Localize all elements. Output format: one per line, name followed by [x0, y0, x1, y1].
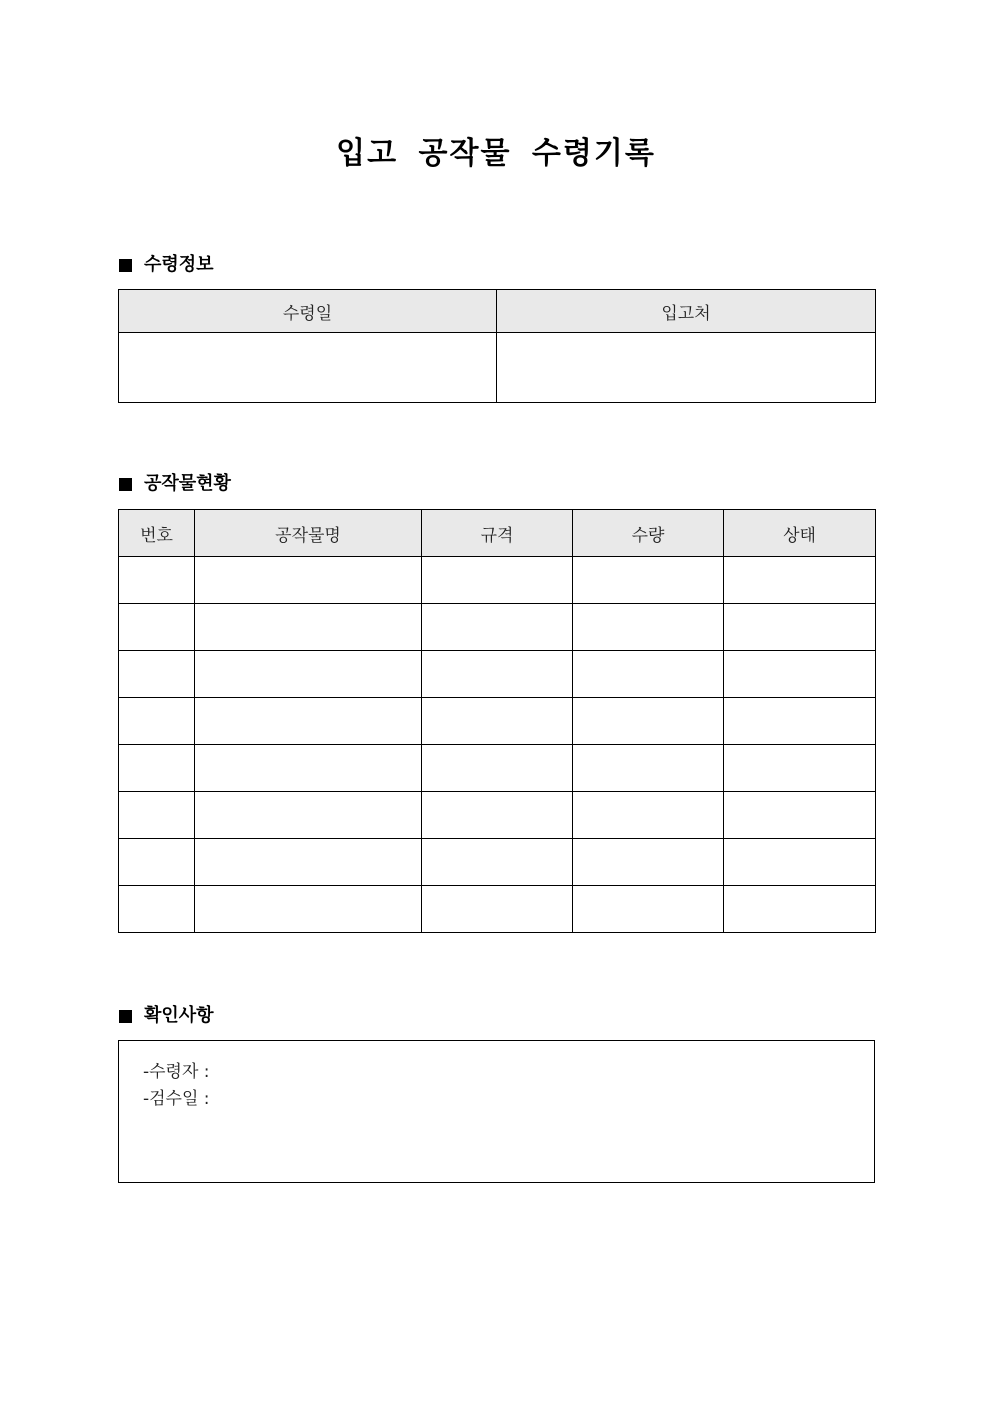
table-row: [119, 839, 876, 886]
quantity-cell[interactable]: [573, 745, 724, 792]
table-row: [119, 698, 876, 745]
table-row: [119, 557, 876, 604]
table-row: [119, 745, 876, 792]
quantity-cell[interactable]: [573, 886, 724, 933]
workpiece-name-cell[interactable]: [195, 839, 422, 886]
table-row: [119, 604, 876, 651]
confirmation-box: [118, 1040, 875, 1183]
header-workpiece-name: 공작물명: [195, 510, 422, 557]
status-cell[interactable]: [724, 604, 876, 651]
workpiece-name-cell[interactable]: [195, 557, 422, 604]
spec-cell[interactable]: [422, 839, 573, 886]
table-row: [119, 792, 876, 839]
header-spec: 규격: [422, 510, 573, 557]
quantity-cell[interactable]: [573, 839, 724, 886]
number-cell[interactable]: [119, 886, 195, 933]
receipt-date-cell[interactable]: [119, 333, 497, 403]
receiver-field-label[interactable]: -수령자 :: [143, 1062, 210, 1082]
spec-cell[interactable]: [422, 745, 573, 792]
workpiece-status-table: [118, 509, 876, 933]
spec-cell[interactable]: [422, 651, 573, 698]
spec-cell[interactable]: [422, 698, 573, 745]
number-cell[interactable]: [119, 792, 195, 839]
section-heading-confirmation: [119, 1004, 214, 1028]
table-header-row: [119, 510, 876, 557]
number-cell[interactable]: [119, 839, 195, 886]
square-bullet-icon: [119, 478, 132, 491]
section-heading-workpieces: [119, 472, 231, 496]
status-cell[interactable]: [724, 651, 876, 698]
status-cell[interactable]: [724, 886, 876, 933]
quantity-cell[interactable]: [573, 557, 724, 604]
table-row: [119, 333, 876, 403]
number-cell[interactable]: [119, 604, 195, 651]
square-bullet-icon: [119, 259, 132, 272]
status-cell[interactable]: [724, 839, 876, 886]
inspection-date-field-label[interactable]: -검수일 :: [143, 1089, 210, 1109]
status-cell[interactable]: [724, 745, 876, 792]
header-quantity: 수량: [573, 510, 724, 557]
document-title: 입고 공작물 수령기록: [336, 136, 656, 171]
status-cell[interactable]: [724, 698, 876, 745]
number-cell[interactable]: [119, 557, 195, 604]
section-heading-label: 공작물현황: [144, 473, 231, 494]
section-heading-label: 수령정보: [144, 254, 214, 275]
number-cell[interactable]: [119, 745, 195, 792]
spec-cell[interactable]: [422, 886, 573, 933]
workpiece-name-cell[interactable]: [195, 886, 422, 933]
workpiece-name-cell[interactable]: [195, 792, 422, 839]
header-status: 상태: [724, 510, 876, 557]
header-number: 번호: [119, 510, 195, 557]
receipt-info-table: [118, 289, 876, 403]
status-cell[interactable]: [724, 792, 876, 839]
workpiece-name-cell[interactable]: [195, 745, 422, 792]
square-bullet-icon: [119, 1010, 132, 1023]
workpiece-name-cell[interactable]: [195, 698, 422, 745]
quantity-cell[interactable]: [573, 604, 724, 651]
section-heading-receipt: [119, 253, 214, 277]
table-header-row: [119, 290, 876, 333]
workpiece-name-cell[interactable]: [195, 651, 422, 698]
table-row: [119, 886, 876, 933]
header-receipt-date: 수령일: [119, 290, 497, 333]
spec-cell[interactable]: [422, 604, 573, 651]
source-cell[interactable]: [497, 333, 876, 403]
section-heading-label: 확인사항: [144, 1005, 214, 1026]
number-cell[interactable]: [119, 651, 195, 698]
number-cell[interactable]: [119, 698, 195, 745]
spec-cell[interactable]: [422, 557, 573, 604]
quantity-cell[interactable]: [573, 698, 724, 745]
status-cell[interactable]: [724, 557, 876, 604]
quantity-cell[interactable]: [573, 792, 724, 839]
quantity-cell[interactable]: [573, 651, 724, 698]
spec-cell[interactable]: [422, 792, 573, 839]
header-source: 입고처: [497, 290, 876, 333]
workpiece-name-cell[interactable]: [195, 604, 422, 651]
table-row: [119, 651, 876, 698]
